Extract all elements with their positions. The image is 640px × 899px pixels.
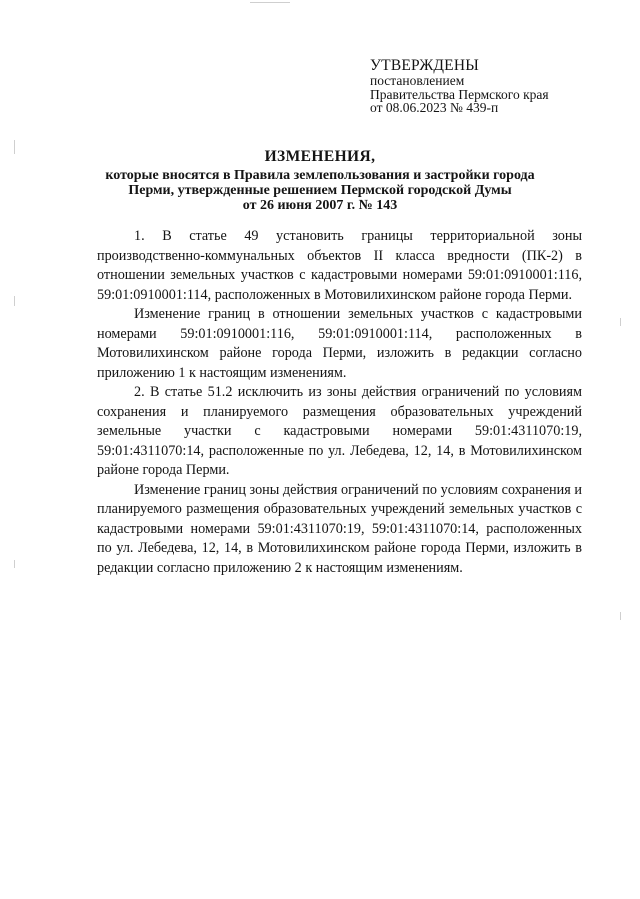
- approval-line: от 08.06.2023 № 439-п: [370, 100, 499, 115]
- paragraph: 2. В статье 51.2 исключить из зоны действия ограничений по условиям сохранения и планируемого размещения образовательных учреждений земельные участки с кадастровыми номерами 59:01:4311070:19, 59:01:4311070:14, расположенные по ул. Лебедева, 12, 14, в Мотовилихинском районе города Перми.: [97, 384, 582, 478]
- subtitle-line: Перми, утвержденные решением Пермской городской Думы: [128, 183, 512, 198]
- approval-heading: УТВЕРЖДЕНЫ: [370, 57, 479, 74]
- approval-line: постановлением: [370, 73, 465, 88]
- document-subtitle: [60, 168, 580, 213]
- scan-mark: [14, 296, 15, 306]
- document-title: ИЗМЕНЕНИЯ,: [264, 148, 376, 165]
- subtitle-line: от 26 июня 2007 г. № 143: [242, 198, 398, 213]
- paragraph: Изменение границ в отношении земельных участков с кадастровыми номерами 59:01:0910001:116, 59:01:0910001:114, расположенных в Мотовилихинском районе города Перми, изложить в редакции согласно приложению 1 к настоящим изменениям.: [97, 306, 582, 381]
- document-body: [97, 227, 582, 578]
- subtitle-line: которые вносятся в Правила землепользования и застройки города: [105, 168, 535, 183]
- approval-line: Правительства Пермского края: [370, 86, 549, 102]
- paragraph: Изменение границ зоны действия ограничений по условиям сохранения и планируемого размещения образовательных учреждений земельных участков с кадастровыми номерами 59:01:4311070:19, 59:01:4311070:14, расположенных по ул. Лебедева, 12, 14, в Мотовилихинском районе города Перми, изложить в редакции согласно приложению 2 к настоящим изменениям.: [97, 481, 582, 576]
- scan-mark: [620, 612, 621, 620]
- scan-mark: [250, 2, 290, 3]
- scan-mark: [14, 560, 15, 568]
- scan-mark: [620, 318, 621, 326]
- paragraph: 1. В статье 49 установить границы территориальной зоны производственно-коммунальных объектов II класса вредности (ПК-2) в отношении земельных участков с кадастровыми номерами 59:01:0910001:116, 59:01:0910001:114, расположенных в Мотовилихинском районе города Перми.: [97, 228, 582, 303]
- approval-stamp: [370, 58, 600, 115]
- scan-mark: [14, 140, 15, 154]
